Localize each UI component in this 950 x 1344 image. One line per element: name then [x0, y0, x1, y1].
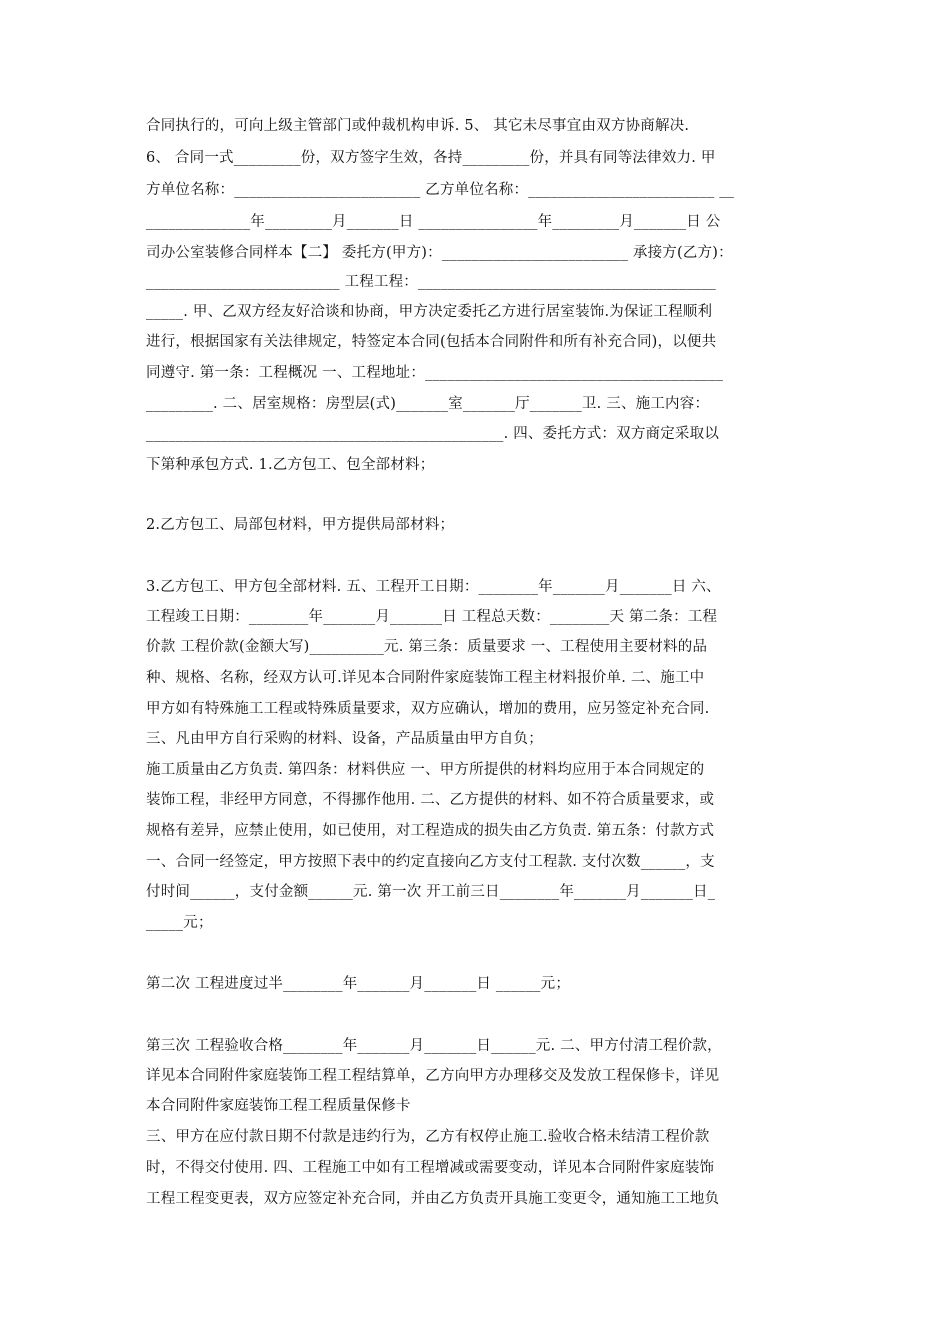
- text-line: 本合同附件家庭装饰工程工程质量保修卡: [146, 1098, 411, 1114]
- text-line: 3.乙方包工、甲方包全部材料. 五、工程开工日期：________年_______月_______日 六、: [146, 579, 721, 595]
- text-line: 施工质量由乙方负责. 第四条：材料供应 一、甲方所提供的材料均应用于本合同规定的: [146, 762, 705, 778]
- text-line: ______________年_________月_______日 ________________年_________月_______日 公: [146, 214, 721, 230]
- text-line: 时，不得交付使用. 四、工程施工中如有工程增减或需要变动，详见本合同附件家庭装饰: [146, 1160, 715, 1176]
- text-line: 进行，根据国家有关法律规定，特签定本合同(包括本合同附件和所有补充合同)，以便共: [146, 334, 717, 350]
- text-line: 第三次 工程验收合格________年_______月_______日______元. 二、甲方付清工程价款，: [146, 1038, 722, 1054]
- text-line: _____元；: [146, 915, 213, 931]
- text-line: 合同执行的，可向上级主管部门或仲裁机构申诉. 5、 其它未尽事宜由双方协商解决.: [146, 118, 690, 134]
- text-line: 同遵守. 第一条：工程概况 一、工程地址：________________________________________: [146, 365, 724, 381]
- text-line: 付时间______，支付金额______元. 第一次 开工前三日________年_______月_______日_: [146, 884, 716, 900]
- text-line: _____. 甲、乙双方经友好洽谈和协商，甲方决定委托乙方进行居室装饰.为保证工程顺利: [146, 304, 713, 320]
- text-line: 工程竣工日期：________年_______月_______日 工程总天数：________天 第二条：工程: [146, 609, 718, 625]
- text-line: _________. 二、居室规格：房型层(式)_______室_______厅_______卫. 三、施工内容：: [146, 396, 710, 412]
- text-line: 下第种承包方式. 1.乙方包工、包全部材料；: [146, 457, 435, 473]
- text-line: 三、甲方在应付款日期不付款是违约行为，乙方有权停止施工.验收合格未结清工程价款: [146, 1129, 710, 1145]
- text-line: 司办公室装修合同样本【二】 委托方(甲方)：_________________________ 承接方(乙方)：: [146, 245, 733, 261]
- text-line: 工程工程变更表，双方应签定补充合同，并由乙方负责开具施工变更令，通知施工工地负: [146, 1191, 720, 1207]
- text-line: 详见本合同附件家庭装饰工程工程结算单，乙方向甲方办理移交及发放工程保修卡，详见: [146, 1068, 720, 1084]
- text-line: 第二次 工程进度过半________年_______月_______日 ______元；: [146, 976, 571, 992]
- text-line: __________________________ 工程工程：________________________________________: [146, 274, 717, 290]
- text-line: 种、规格、名称，经双方认可.详见本合同附件家庭装饰工程主材料报价单. 二、施工中: [146, 670, 705, 686]
- text-line: 6、 合同一式_________份，双方签字生效，各持_________份，并具有同等法律效力. 甲: [146, 150, 716, 166]
- text-line: 甲方如有特殊施工工程或特殊质量要求，双方应确认，增加的费用，应另签定补充合同.: [146, 701, 710, 717]
- text-line: 规格有差异，应禁止使用，如已使用，对工程造成的损失由乙方负责. 第五条：付款方式: [146, 823, 715, 839]
- text-line: 三、凡由甲方自行采购的材料、设备，产品质量由甲方自负；: [146, 731, 543, 747]
- text-line: 2.乙方包工、局部包材料，甲方提供局部材料；: [146, 517, 455, 533]
- text-line: 方单位名称：_________________________ 乙方单位名称：_________________________ __: [146, 182, 735, 198]
- text-line: ________________________________________________. 四、委托方式：双方商定采取以: [146, 426, 720, 442]
- text-line: 装饰工程，非经甲方同意，不得挪作他用. 二、乙方提供的材料、如不符合质量要求，或: [146, 792, 715, 808]
- text-line: 价款 工程价款(金额大写)__________元. 第三条：质量要求 一、工程使用主要材料的品: [146, 639, 708, 655]
- text-line: 一、合同一经签定，甲方按照下表中的约定直接向乙方支付工程款. 支付次数______，支: [146, 854, 715, 870]
